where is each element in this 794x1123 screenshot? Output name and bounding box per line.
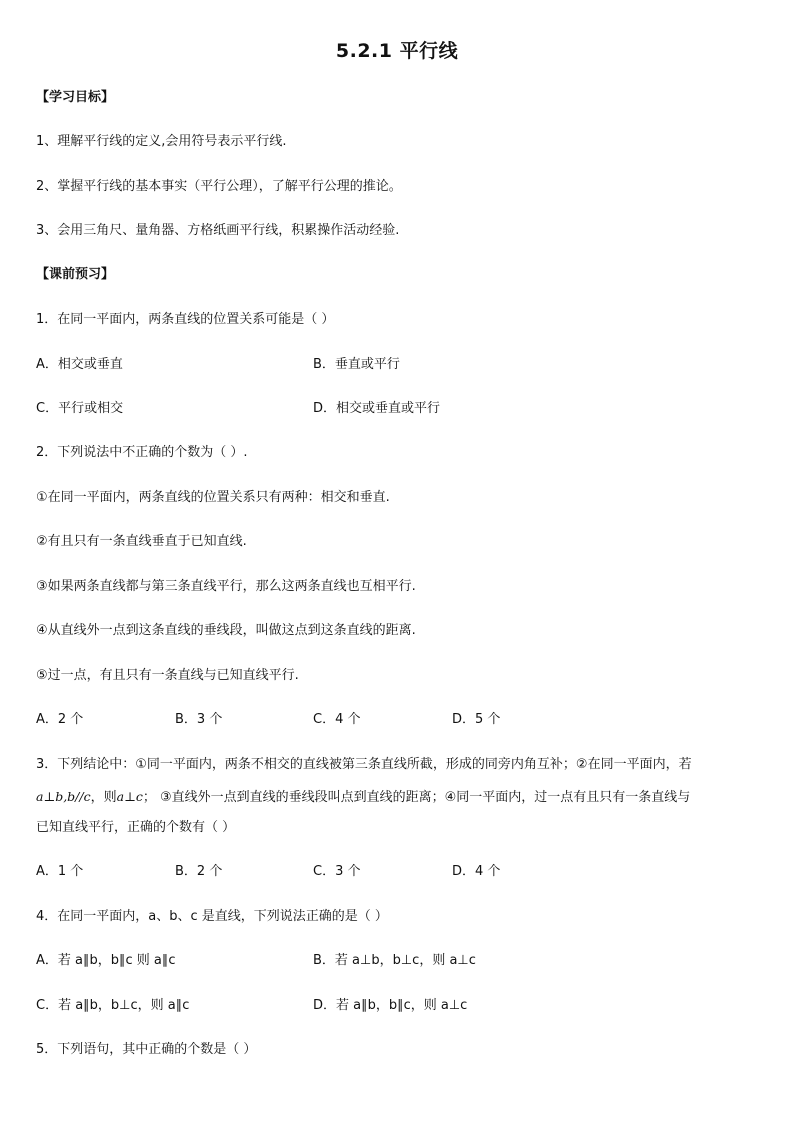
question-4-option-b: B．若 a⊥b，b⊥c，则 a⊥c — [313, 953, 476, 968]
question-2-statement-4: ④从直线外一点到这条直线的垂线段，叫做这点到这条直线的距离. — [36, 623, 416, 638]
question-3-line-3: 已知直线平行，正确的个数有（ ） — [36, 820, 236, 835]
question-2-option-d: D．5 个 — [452, 712, 501, 727]
question-2-statement-2: ②有且只有一条直线垂直于已知直线. — [36, 534, 247, 549]
question-2-stem: 2．下列说法中不正确的个数为（ ）. — [36, 445, 248, 460]
question-3-option-a: A．1 个 — [36, 864, 84, 879]
question-1-stem: 1．在同一平面内，两条直线的位置关系可能是（ ） — [36, 312, 335, 327]
question-2-statement-3: ③如果两条直线都与第三条直线平行，那么这两条直线也互相平行. — [36, 579, 416, 594]
question-3-text-then: ，则 — [90, 790, 117, 805]
question-2-statement-1: ①在同一平面内，两条直线的位置关系只有两种：相交和垂直. — [36, 490, 390, 505]
question-1-option-d: D．相交或垂直或平行 — [313, 401, 441, 416]
objective-item-2: 2、掌握平行线的基本事实（平行公理），了解平行公理的推论。 — [36, 179, 402, 194]
question-4-option-a: A．若 a∥b，b∥c 则 a∥c — [36, 953, 176, 968]
page-title: 5.2.1 平行线 — [335, 40, 459, 62]
preview-heading: 【课前预习】 — [36, 267, 115, 282]
question-3-option-d: D．4 个 — [452, 864, 501, 879]
question-3-text-rest: ； ③直线外一点到直线的垂线段叫点到直线的距离；④同一平面内，过一点有且只有一条直线与 — [142, 790, 691, 805]
question-1-option-b: B．垂直或平行 — [313, 357, 400, 372]
objective-item-1: 1、理解平行线的定义,会用符号表示平行线. — [36, 134, 287, 149]
question-3-line-1: 3．下列结论中：①同一平面内，两条不相交的直线被第三条直线所截，形成的同旁内角互补；②在同一平面内，若 — [36, 757, 692, 772]
question-4-option-c: C．若 a∥b，b⊥c，则 a∥c — [36, 998, 190, 1013]
question-3-option-c: C．3 个 — [313, 864, 361, 879]
question-2-option-c: C．4 个 — [313, 712, 361, 727]
objectives-heading: 【学习目标】 — [36, 90, 115, 105]
question-3-line-2 — [36, 788, 690, 807]
question-4-stem: 4．在同一平面内，a、b、c 是直线，下列说法正确的是（ ） — [36, 909, 388, 924]
question-1-option-a: A．相交或垂直 — [36, 357, 123, 372]
objective-item-3: 3、会用三角尺、量角器、方格纸画平行线，积累操作活动经验. — [36, 223, 400, 238]
question-3-option-b: B．2 个 — [175, 864, 223, 879]
question-4-option-d: D．若 a∥b，b∥c，则 a⊥c — [313, 998, 468, 1013]
question-2-option-a: A．2 个 — [36, 712, 84, 727]
question-2-statement-5: ⑤过一点，有且只有一条直线与已知直线平行. — [36, 668, 299, 683]
question-5-stem: 5．下列语句，其中正确的个数是（ ） — [36, 1042, 257, 1057]
question-3-math-condition: a⊥b,b//c — [36, 789, 91, 804]
question-3-math-result: a⊥c — [116, 789, 143, 804]
question-1-option-c: C．平行或相交 — [36, 401, 124, 416]
question-2-option-b: B．3 个 — [175, 712, 223, 727]
